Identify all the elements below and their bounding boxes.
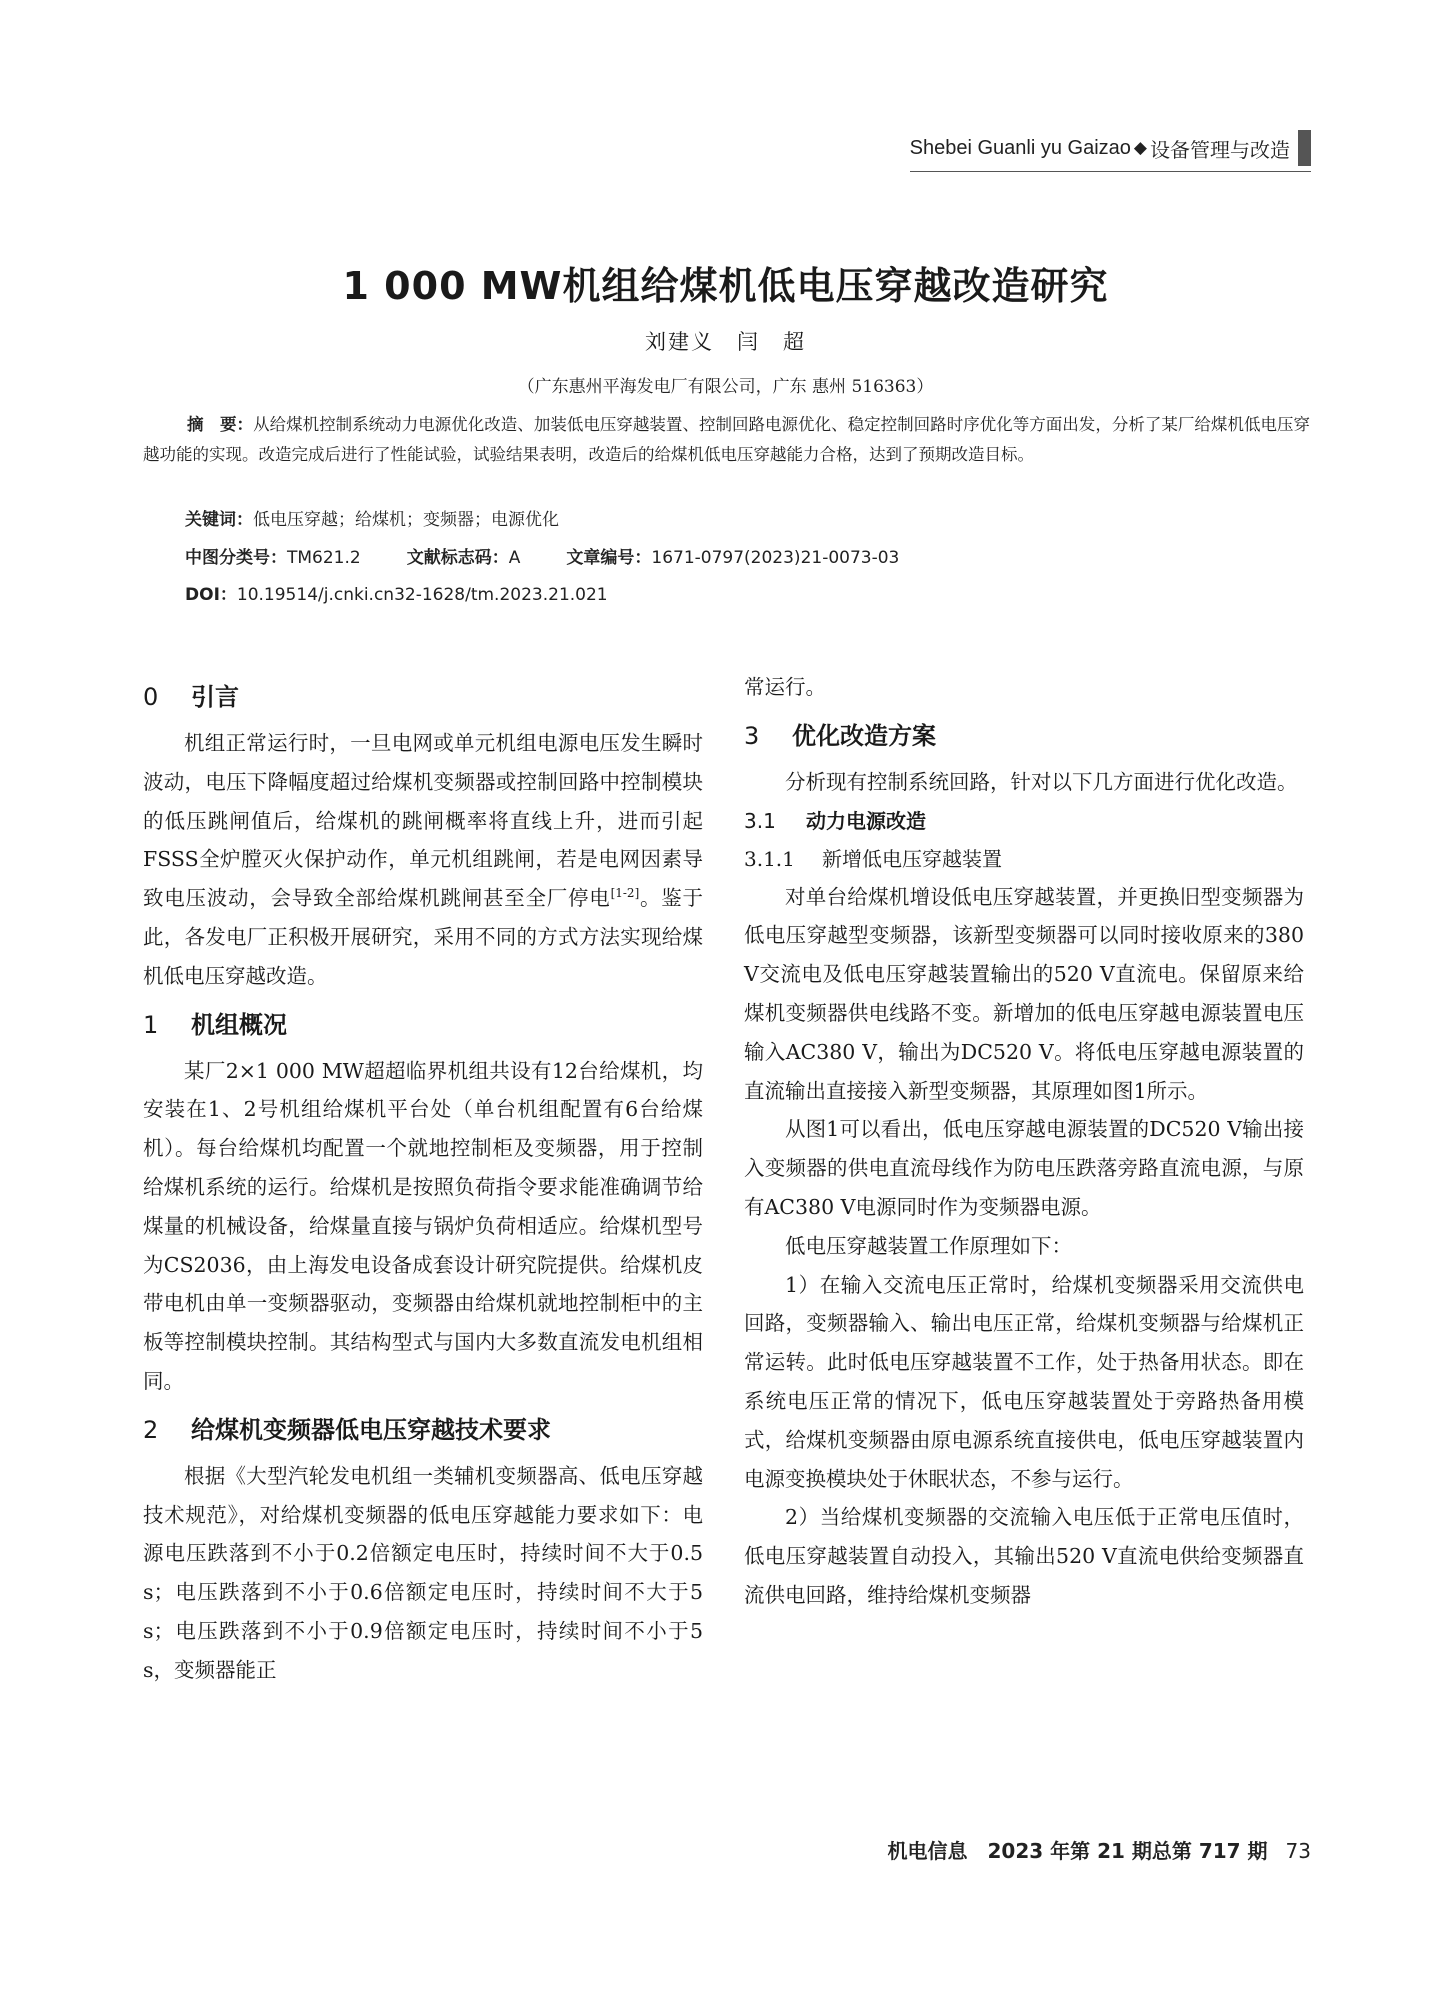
subsection-3-1-1-heading (744, 840, 1304, 878)
article-number-label: 文章编号： (566, 548, 652, 568)
section-0-heading (143, 680, 703, 714)
doi-label: DOI： (185, 585, 237, 605)
paper-title: 1 000 MW机组给煤机低电压穿越改造研究 (342, 264, 1109, 308)
keywords (185, 505, 559, 530)
article-number-value: 1671-0797(2023)21-0073-03 (651, 548, 900, 568)
authors: 刘建义 闫 超 (645, 330, 806, 354)
doi-line (185, 580, 608, 605)
paragraph-text: 。鉴于此，各发电厂正积极开展研究，采用不同的方式方法实现给煤机低电压穿越改造。 (143, 886, 704, 988)
subsection-number: 3.1.1 (744, 846, 795, 871)
paragraph: 1）在输入交流电压正常时，给煤机变频器采用交流供电回路，变频器输入、输出电压正常，给煤机变频器与给煤机正常运转。此时低电压穿越装置不工作，处于热备用状态。即在系统电压正常的情况下，低电压穿越装置处于旁路热备用模式，给煤机变频器由原电源系统直接供电，低电压穿越装置内电源变换模块处于休眠状态，不参与运行。 (744, 1272, 1304, 1491)
section-number: 3 (744, 721, 760, 750)
abstract (143, 410, 1310, 470)
subsection-number: 3.1 (744, 808, 776, 833)
page-number: 73 (1285, 1839, 1311, 1863)
diamond-icon: ◆ (1133, 138, 1147, 157)
section-2-heading (143, 1413, 703, 1447)
clc-value: TM621.2 (287, 548, 361, 568)
subsection-title: 新增低电压穿越装置 (822, 846, 1002, 871)
section-number: 2 (143, 1415, 159, 1444)
page-footer (887, 1835, 1311, 1864)
running-header (910, 130, 1311, 166)
paragraph: 对单台给煤机增设低电压穿越装置，并更换旧型变频器为低电压穿越型变频器，该新型变频器可以同时接收原来的380 V交流电及低电压穿越装置输出的520 V直流电。保留原来给煤机变频器供电线路不变。新增加的低电压穿越电源装置电压输入AC380 V，输出为DC520 V。将低电压穿越电源装置的直流输出直接接入新型变频器，其原理如图1所示。 (744, 884, 1304, 1103)
subsection-3-1-heading (744, 802, 1304, 840)
abstract-text: 从给煤机控制系统动力电源优化改造、加装低电压穿越装置、控制回路电源优化、稳定控制回路时序优化等方面出发，分析了某厂给煤机低电压穿越功能的实现。改造完成后进行了性能试验，试验结果表明，改造后的给煤机低电压穿越能力合格，达到了预期改造目标。 (143, 415, 1311, 464)
paragraph: 根据《大型汽轮发电机组一类辅机变频器高、低电压穿越技术规范》，对给煤机变频器的低电压穿越能力要求如下：电源电压跌落到不小于0.2倍额定电压时，持续时间不大于0.5 s；电压跌落到不小于0.6倍额定电压时，持续时间不大于5 s；电压跌落到不小于0.9倍额定电压时，持续时间不小于5 s，变频器能正 (143, 1463, 703, 1682)
journal-pinyin: Shebei Guanli yu Gaizao (909, 136, 1131, 159)
paragraph-continuation: 常运行。 (744, 675, 826, 699)
keywords-text: 低电压穿越；给煤机；变频器；电源优化 (253, 510, 559, 530)
paragraph: 某厂2×1 000 MW超超临界机组共设有12台给煤机，均安装在1、2号机组给煤机平台处（单台机组配置有6台给煤机）。每台给煤机均配置一个就地控制柜及变频器，用于控制给煤机系统的运行。给煤机是按照负荷指令要求能准确调节给煤量的机械设备，给煤量直接与锅炉负荷相适应。给煤机型号为CS2036，由上海发电设备成套设计研究院提供。给煤机皮带电机由单一变频器驱动，变频器由给煤机就地控制柜中的主板等控制模块控制。其结构型式与国内大多数直流发电机组相同。 (143, 1058, 703, 1393)
doc-code-label: 文献标志码： (406, 548, 509, 568)
doi-value: 10.19514/j.cnki.cn32-1628/tm.2023.21.021 (236, 585, 608, 605)
paragraph-text: 机组正常运行时，一旦电网或单元机组电源电压发生瞬时波动，电压下降幅度超过给煤机变频器或控制回路中控制模块的低压跳闸值后，给煤机的跳闸概率将直线上升，进而引起FSSS全炉膛灭火保护动作，单元机组跳闸，若是电网因素导致电压波动，会导致全部给煤机跳闸甚至全厂停电 (143, 731, 703, 911)
subsection-title: 动力电源改造 (806, 808, 926, 833)
section-title: 机组概况 (191, 1010, 287, 1039)
header-bar-decoration (1298, 130, 1311, 166)
paragraph: 从图1可以看出，低电压穿越电源装置的DC520 V输出接入变频器的供电直流母线作为防电压跌落旁路直流电源，与原有AC380 V电源同时作为变频器电源。 (744, 1117, 1304, 1219)
section-number: 0 (143, 683, 159, 711)
section-3-heading (744, 719, 1304, 753)
footer-journal-issue: 机电信息 2023 年第 21 期总第 717 期 (887, 1839, 1268, 1863)
affiliation: （广东惠州平海发电厂有限公司，广东 惠州 516363） (517, 377, 934, 397)
clc-label: 中图分类号： (185, 548, 287, 568)
header-rule (910, 171, 1311, 172)
journal-name: 设备管理与改造 (1150, 139, 1290, 162)
citation-ref: [1-2] (610, 886, 640, 901)
keywords-label: 关键词： (185, 510, 253, 530)
abstract-label: 摘 要： (187, 415, 254, 434)
section-title: 引言 (191, 683, 239, 711)
left-column (143, 668, 703, 1690)
paragraph (143, 724, 703, 996)
paragraph: 分析现有控制系统回路，针对以下几方面进行优化改造。 (785, 769, 1298, 794)
section-title: 给煤机变频器低电压穿越技术要求 (191, 1415, 551, 1444)
classification-line (185, 543, 899, 568)
section-1-heading (143, 1008, 703, 1042)
paragraph: 2）当给煤机变频器的交流输入电压低于正常电压值时，低电压穿越装置自动投入，其输出520 V直流电供给变频器直流供电回路，维持给煤机变频器 (744, 1505, 1304, 1607)
section-number: 1 (143, 1010, 159, 1039)
paragraph: 低电压穿越装置工作原理如下： (785, 1233, 1072, 1258)
doc-code-value: A (508, 548, 521, 568)
section-title: 优化改造方案 (792, 721, 936, 750)
right-column (744, 668, 1304, 1615)
